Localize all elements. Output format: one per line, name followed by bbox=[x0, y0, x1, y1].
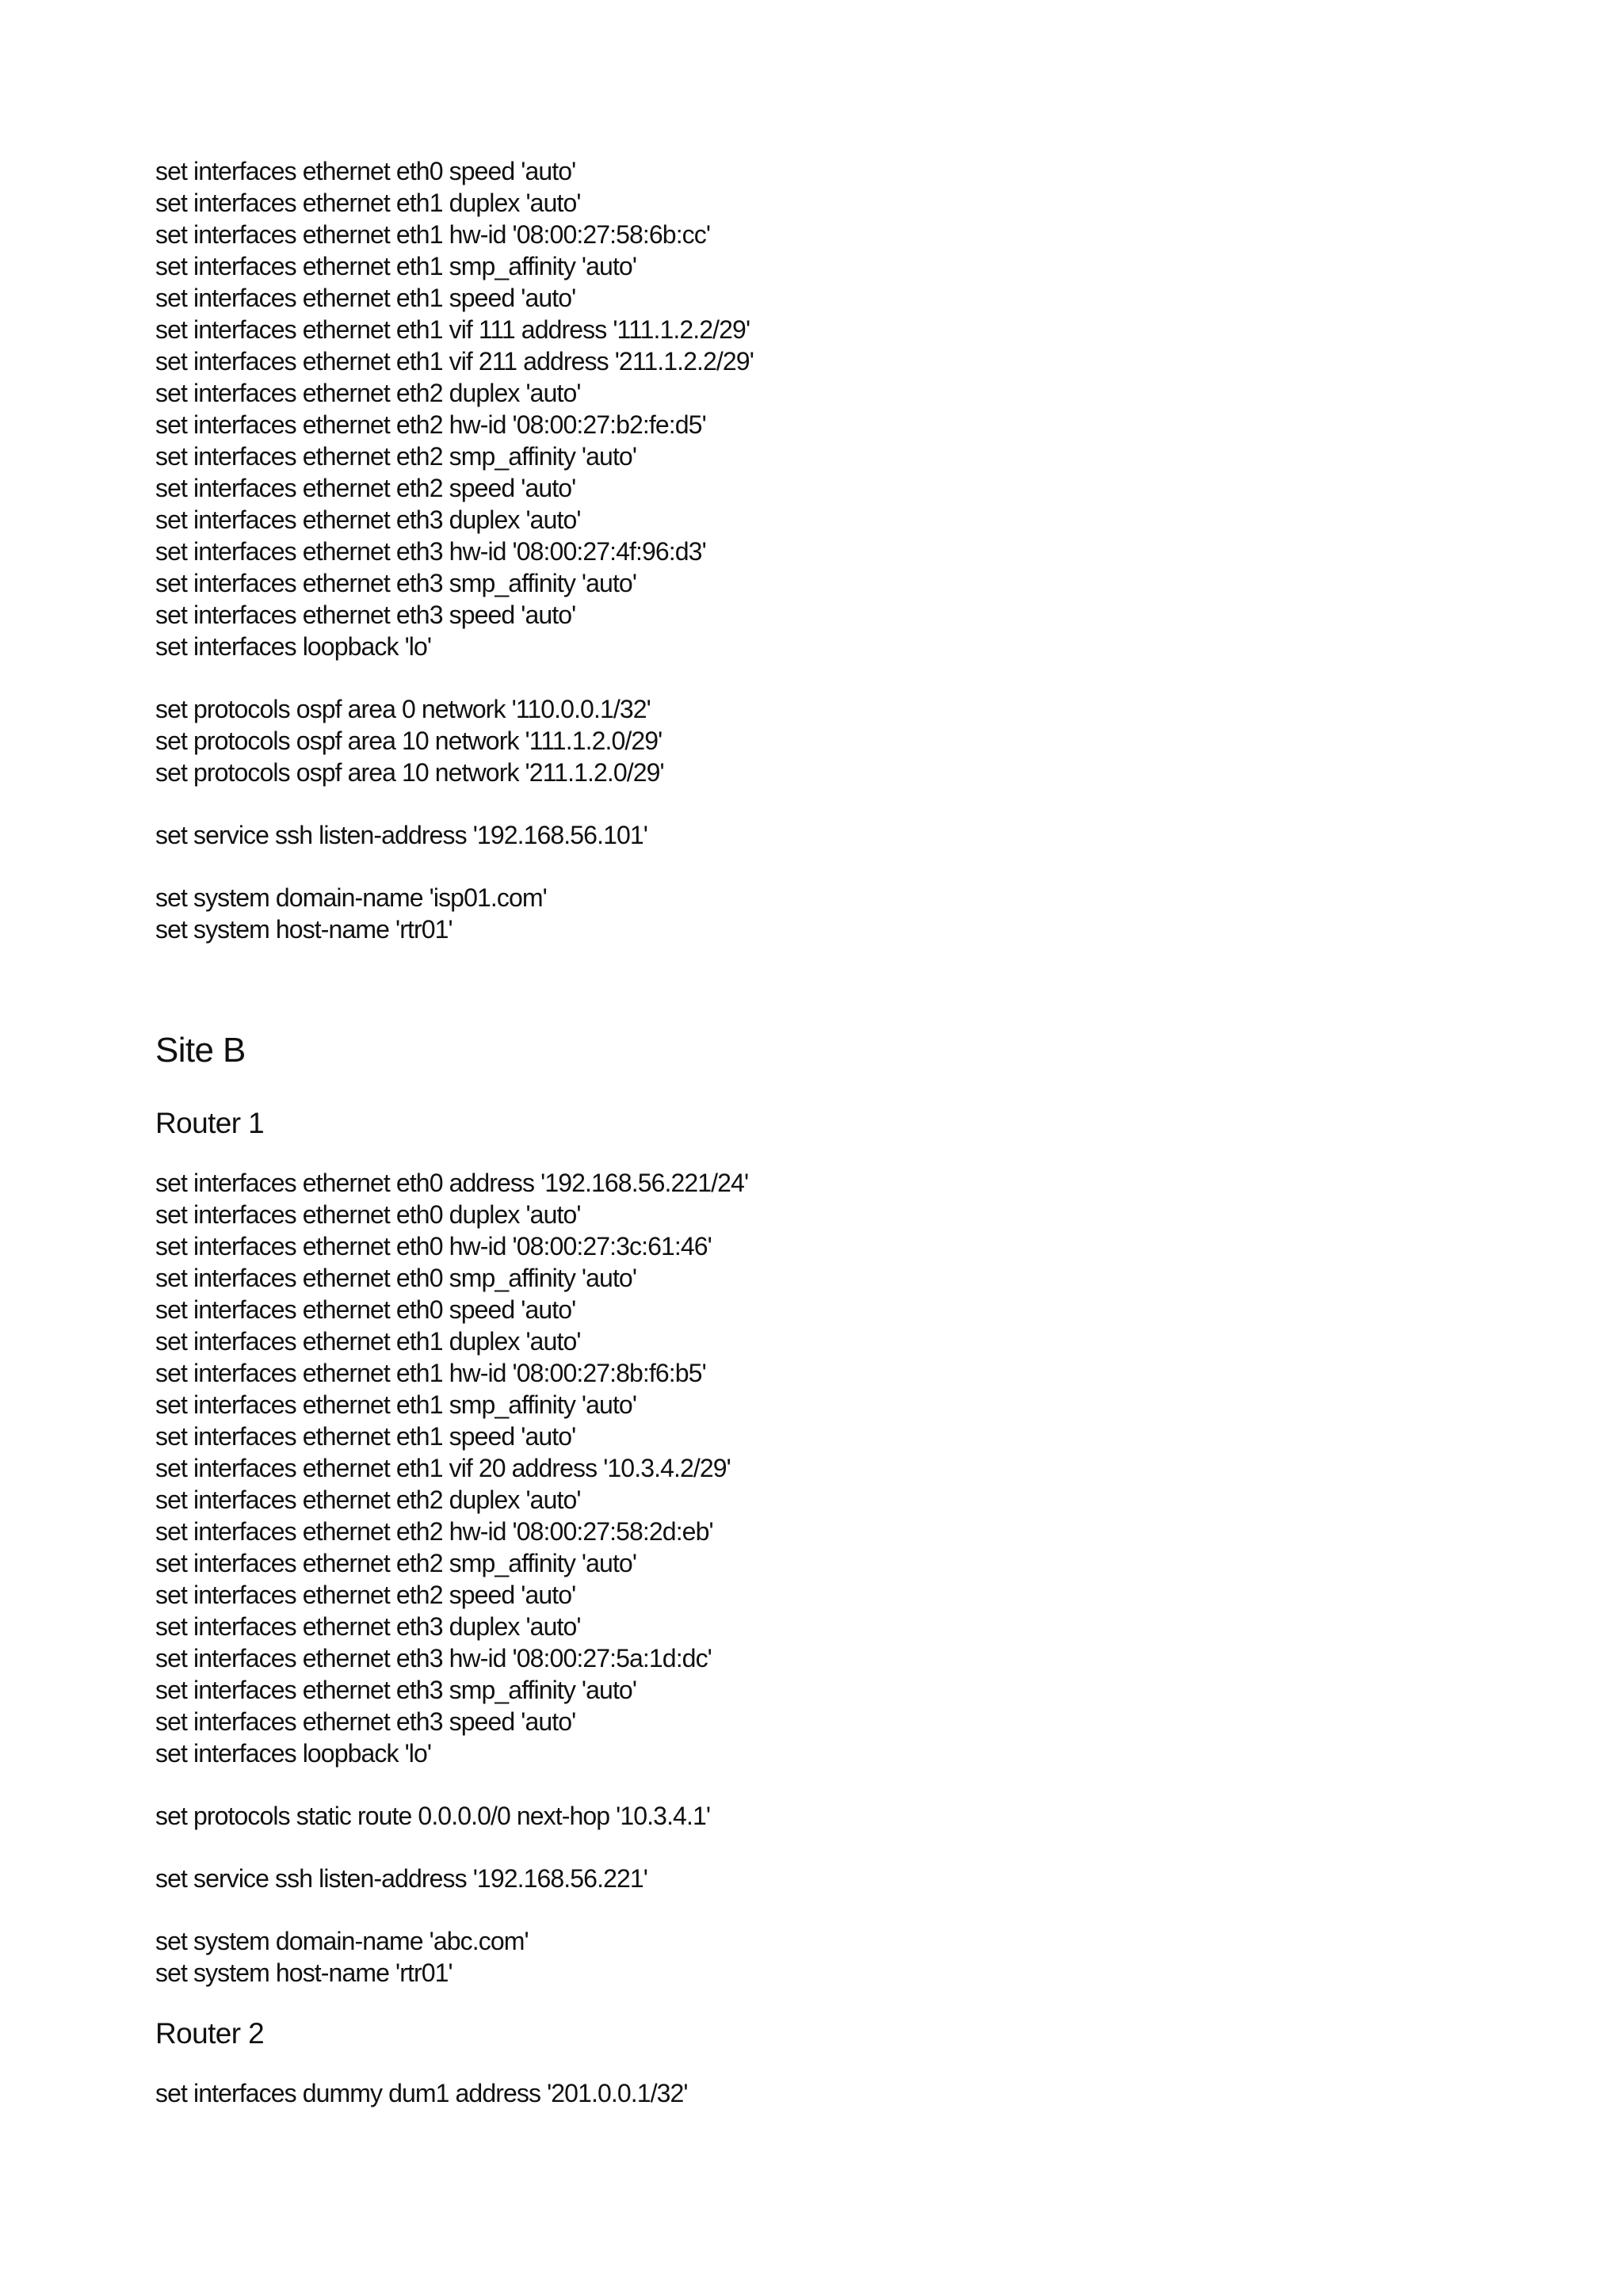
config-line: set system domain-name 'isp01.com' bbox=[155, 883, 547, 912]
config-line: set interfaces ethernet eth1 duplex 'auto' bbox=[155, 189, 581, 217]
config-line: set protocols ospf area 10 network '211.1.2.0/29' bbox=[155, 758, 664, 787]
top-protocols-block bbox=[155, 693, 1503, 788]
router1-service-block bbox=[155, 1863, 1503, 1894]
config-line: set interfaces ethernet eth2 smp_affinity 'auto' bbox=[155, 442, 637, 471]
config-line: set protocols ospf area 10 network '111.1.2.0/29' bbox=[155, 727, 663, 755]
config-line: set interfaces loopback 'lo' bbox=[155, 632, 432, 661]
config-line: set interfaces ethernet eth3 hw-id '08:00:27:5a:1d:dc' bbox=[155, 1644, 712, 1672]
config-line: set interfaces ethernet eth1 vif 211 address '211.1.2.2/29' bbox=[155, 347, 754, 376]
site-b-heading: Site B bbox=[155, 1031, 246, 1070]
config-line: set interfaces ethernet eth3 speed 'auto' bbox=[155, 601, 576, 629]
config-line: set interfaces ethernet eth1 hw-id '08:00:27:8b:f6:b5' bbox=[155, 1359, 706, 1387]
config-line: set interfaces ethernet eth2 hw-id '08:00:27:b2:fe:d5' bbox=[155, 410, 706, 439]
config-line: set system host-name 'rtr01' bbox=[155, 1958, 453, 1987]
config-line: set interfaces ethernet eth1 speed 'auto' bbox=[155, 1422, 576, 1451]
config-line: set interfaces ethernet eth1 smp_affinity 'auto' bbox=[155, 252, 637, 280]
config-line: set interfaces ethernet eth3 duplex 'auto' bbox=[155, 505, 581, 534]
router1-system-block bbox=[155, 1925, 1503, 1989]
router-2-heading: Router 2 bbox=[155, 2017, 265, 2050]
config-line: set interfaces ethernet eth2 hw-id '08:00:27:58:2d:eb' bbox=[155, 1517, 713, 1546]
config-line: set system domain-name 'abc.com' bbox=[155, 1927, 529, 1955]
config-line: set service ssh listen-address '192.168.56.101' bbox=[155, 821, 647, 849]
config-line: set interfaces ethernet eth1 vif 20 address '10.3.4.2/29' bbox=[155, 1454, 731, 1482]
config-line: set interfaces ethernet eth1 duplex 'auto' bbox=[155, 1327, 581, 1356]
config-line: set interfaces loopback 'lo' bbox=[155, 1739, 432, 1768]
config-line: set interfaces ethernet eth1 vif 111 address '111.1.2.2/29' bbox=[155, 315, 750, 344]
config-line: set interfaces ethernet eth0 hw-id '08:00:27:3c:61:46' bbox=[155, 1232, 712, 1261]
config-line: set system host-name 'rtr01' bbox=[155, 915, 453, 944]
config-line: set protocols static route 0.0.0.0/0 next-hop '10.3.4.1' bbox=[155, 1802, 711, 1830]
config-line: set interfaces ethernet eth0 duplex 'auto' bbox=[155, 1200, 581, 1229]
config-line: set interfaces ethernet eth0 address '192.168.56.221/24' bbox=[155, 1169, 749, 1197]
config-line: set interfaces ethernet eth3 smp_affinity 'auto' bbox=[155, 1676, 637, 1704]
config-line: set protocols ospf area 0 network '110.0.0.1/32' bbox=[155, 695, 651, 723]
config-line: set interfaces ethernet eth1 smp_affinity 'auto' bbox=[155, 1390, 637, 1419]
config-line: set interfaces ethernet eth2 smp_affinity 'auto' bbox=[155, 1549, 637, 1577]
config-line: set interfaces ethernet eth1 hw-id '08:00:27:58:6b:cc' bbox=[155, 220, 711, 249]
config-line: set interfaces ethernet eth2 speed 'auto' bbox=[155, 474, 576, 502]
config-line: set interfaces ethernet eth3 hw-id '08:00:27:4f:96:d3' bbox=[155, 537, 706, 566]
config-line: set interfaces ethernet eth0 speed 'auto' bbox=[155, 157, 576, 185]
config-line: set interfaces ethernet eth2 duplex 'auto' bbox=[155, 379, 581, 407]
top-interfaces-block bbox=[155, 155, 1503, 662]
router2-interfaces-block bbox=[155, 2077, 1503, 2109]
router1-protocols-block bbox=[155, 1800, 1503, 1832]
router-1-heading: Router 1 bbox=[155, 1107, 265, 1139]
config-line: set interfaces ethernet eth3 smp_affinity 'auto' bbox=[155, 569, 637, 597]
config-line: set interfaces ethernet eth3 duplex 'auto' bbox=[155, 1612, 581, 1641]
config-line: set interfaces ethernet eth0 smp_affinity 'auto' bbox=[155, 1264, 637, 1292]
config-line: set interfaces ethernet eth0 speed 'auto' bbox=[155, 1295, 576, 1324]
config-line: set service ssh listen-address '192.168.56.221' bbox=[155, 1864, 647, 1893]
config-line: set interfaces ethernet eth2 speed 'auto' bbox=[155, 1581, 576, 1609]
top-service-block bbox=[155, 819, 1503, 851]
top-system-block bbox=[155, 882, 1503, 945]
config-line: set interfaces dummy dum1 address '201.0.0.1/32' bbox=[155, 2079, 688, 2107]
config-line: set interfaces ethernet eth2 duplex 'auto' bbox=[155, 1486, 581, 1514]
document-page bbox=[155, 155, 1503, 2109]
router1-interfaces-block bbox=[155, 1167, 1503, 1769]
config-line: set interfaces ethernet eth3 speed 'auto' bbox=[155, 1707, 576, 1736]
config-line: set interfaces ethernet eth1 speed 'auto' bbox=[155, 284, 576, 312]
